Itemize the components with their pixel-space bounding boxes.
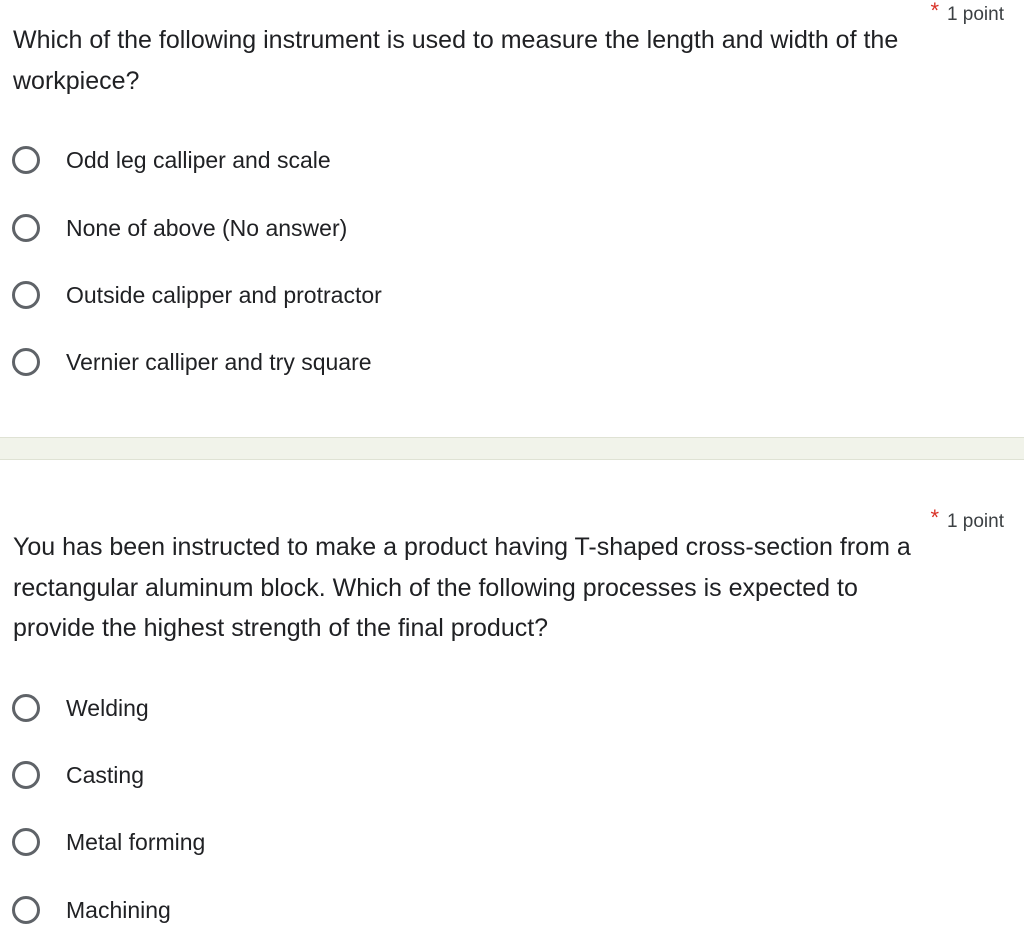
- radio-option-vernier-calliper[interactable]: [12, 344, 372, 380]
- radio-unchecked-icon[interactable]: [12, 348, 40, 376]
- question-card-2: [0, 460, 1024, 938]
- question-title: Which of the following instrument is used to measure the length and width of the workpiece?: [13, 26, 899, 95]
- question-title: You has been instructed to make a product having T-shaped cross-section from a rectangular aluminum block. Which of the following processes is expected to provide the highest strength of the final product?: [13, 533, 911, 642]
- radio-unchecked-icon[interactable]: [12, 146, 40, 174]
- radio-unchecked-icon[interactable]: [12, 281, 40, 309]
- option-label: Odd leg calliper and scale: [66, 146, 331, 173]
- required-asterisk: *: [930, 505, 939, 530]
- question-divider: [0, 437, 1024, 460]
- option-label: Vernier calliper and try square: [66, 348, 372, 375]
- points-label: 1 point: [946, 4, 1004, 25]
- option-label: Metal forming: [66, 828, 206, 855]
- option-label: Casting: [66, 761, 144, 788]
- radio-option-welding[interactable]: [12, 690, 149, 726]
- radio-option-outside-calipper[interactable]: [12, 277, 382, 313]
- radio-option-machining[interactable]: [12, 892, 171, 928]
- option-label: Welding: [66, 694, 149, 721]
- radio-unchecked-icon[interactable]: [12, 828, 40, 856]
- required-asterisk: *: [930, 0, 939, 23]
- radio-option-casting[interactable]: [12, 757, 144, 793]
- points-label: 1 point: [946, 511, 1004, 532]
- option-label: Machining: [66, 896, 171, 923]
- question-card-1: [0, 0, 1024, 437]
- radio-unchecked-icon[interactable]: [12, 896, 40, 924]
- option-label: Outside calipper and protractor: [66, 281, 382, 308]
- option-label: None of above (No answer): [66, 214, 348, 241]
- radio-unchecked-icon[interactable]: [12, 761, 40, 789]
- radio-unchecked-icon[interactable]: [12, 694, 40, 722]
- radio-option-none-of-above[interactable]: [12, 210, 347, 246]
- radio-option-odd-leg-calliper[interactable]: [12, 142, 331, 178]
- radio-option-metal-forming[interactable]: [12, 824, 205, 860]
- radio-unchecked-icon[interactable]: [12, 214, 40, 242]
